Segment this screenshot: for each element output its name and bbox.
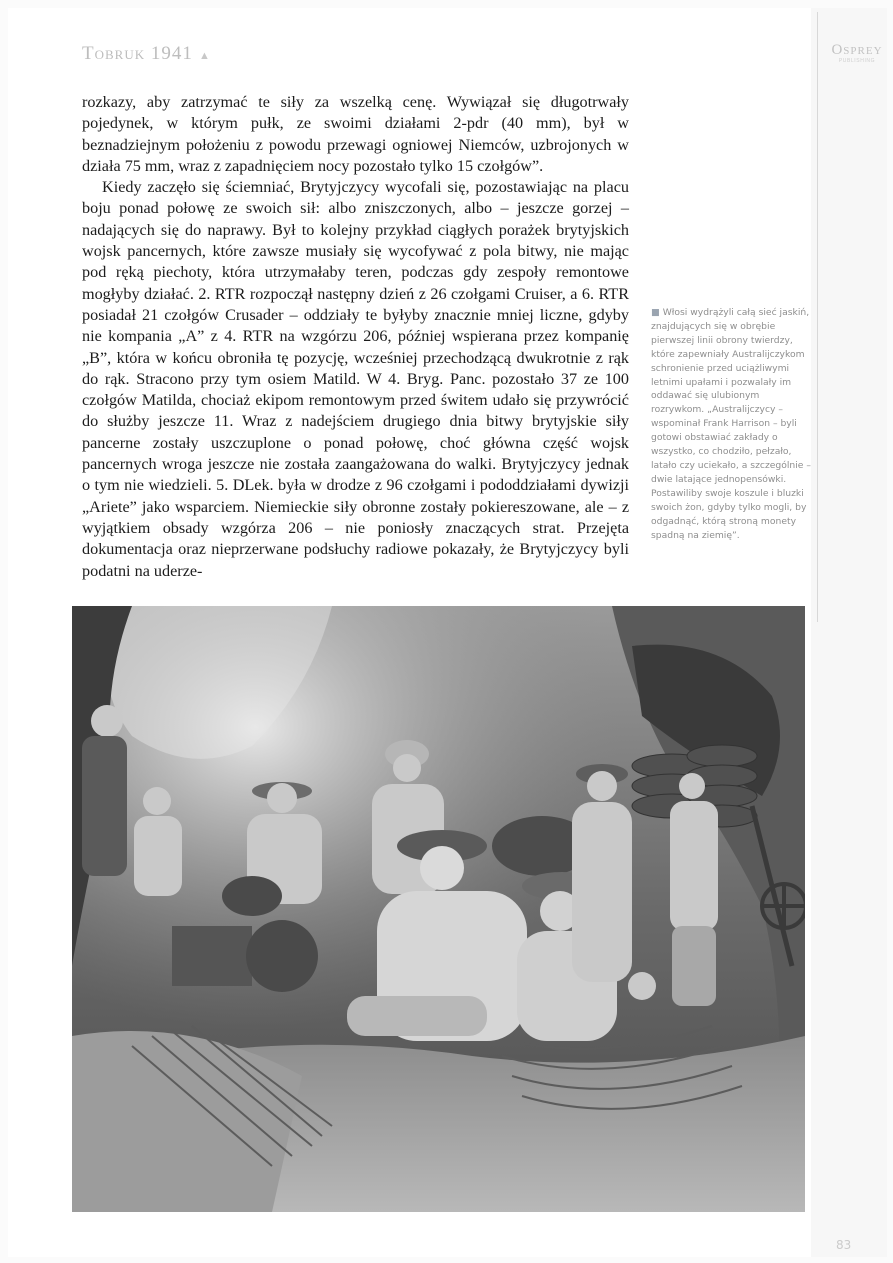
publisher-subtitle: PUBLISHING bbox=[838, 58, 876, 64]
running-header: Tobruk 1941 bbox=[82, 43, 193, 64]
publisher-logo bbox=[826, 42, 888, 64]
caption-text: Włosi wydrążyli całą sieć jaskiń, znajdujących się w obrębie pierwszej linii obrony twierdzy, które zapewniały Australijczykom schronienie przed uciążliwymi letnimi upałami i pozwalały im oddawać się ulubionym rozrywkom. „Australijczycy – wspominał Frank Harrison – byli gotowi obstawiać zakłady o wszystko, co chodziło, pełzało, latało czy uciekało, a szczególnie – dwie latające jednopensówki. Postawiliby swoje koszule i bluzki swoich żon, gdyby tylko mogli, by odgadnąć, którą stroną monety spadną na ziemię”. bbox=[651, 307, 811, 541]
caption-bullet-icon: ■ bbox=[651, 307, 660, 318]
paragraph-2: Kiedy zaczęło się ściemniać, Brytyjczycy wycofali się, pozostawiając na placu boju ponad połowę ze swoich sił: albo zniszczonych, albo – jeszcze gorzej – nadających się do naprawy. Był to kolejny przykład ciągłych porażek brytyjskich wojsk pancernych, które zawsze musiały się wycofywać z pola bitwy, nie mając pod ręką piechoty, która utrzymałaby teren, podczas gdy zespoły remontowe mogłyby działać. 2. RTR rozpoczął następny dzień z 26 czołgami Cruiser, a 6. RTR posiadał 21 czołgów Crusader – oddziały te byłyby znacznie mniej liczne, gdyby nie kompania „A” z 4. RTR na wzgórzu 206, później wspierana przez kompanię „B”, która w końcu obroniła tę pozycję, wcześniej przechodzącą dwukrotnie z rąk do rąk. Stracono przy tym osiem Matild. W 4. Bryg. Panc. pozostało 37 ze 100 czołgów Matilda, chociaż ekipom remontowym przed świtem udało się przywrócić do służby jeszcze 11. Wraz z nadejściem drugiego dnia bitwy brytyjskie siły pancerne zostały uszczuplone o ponad połowę, choć główna część wojsk pancernych wroga jeszcze nie została zaangażowana do walki. Brytyjczycy jednak o tym nie wiedzieli. 5. DLek. była w drodze z 96 czołgami i pododdziałami dywizji „Ariete” jako wsparciem. Niemieckie siły obronne zostały pokiereszowane, ale – z wyjątkiem obsady wzgórza 206 – nie poniosły znaczących strat. Przejęta dokumentacja oraz nieprzerwane podsłuchy radiowe pokazały, że Brytyjczycy byli podatni na uderze- bbox=[82, 178, 629, 580]
margin-divider bbox=[817, 12, 818, 622]
photo-illustration bbox=[72, 606, 805, 1212]
margin-strip bbox=[811, 8, 887, 1257]
historical-photo bbox=[72, 606, 805, 1212]
paragraph-1: rozkazy, aby zatrzymać te siły za wszelką cenę. Wywiązał się długotrwały pojedynek, w którym pułk, ze swoimi działami 2-pdr (40 mm), był w beznadziejnym położeniu z powodu przewagi ogniowej Niemców, uzbrojonych w działa 75 mm, wraz z zapadnięciem nocy pozostało tylko 15 czołgów”. bbox=[82, 93, 629, 175]
photo-caption bbox=[651, 306, 811, 542]
main-text-column bbox=[82, 92, 629, 582]
page-number: 83 bbox=[836, 1238, 852, 1252]
header-ornament-icon: ▲ bbox=[199, 50, 210, 62]
publisher-name: Osprey bbox=[831, 42, 883, 58]
